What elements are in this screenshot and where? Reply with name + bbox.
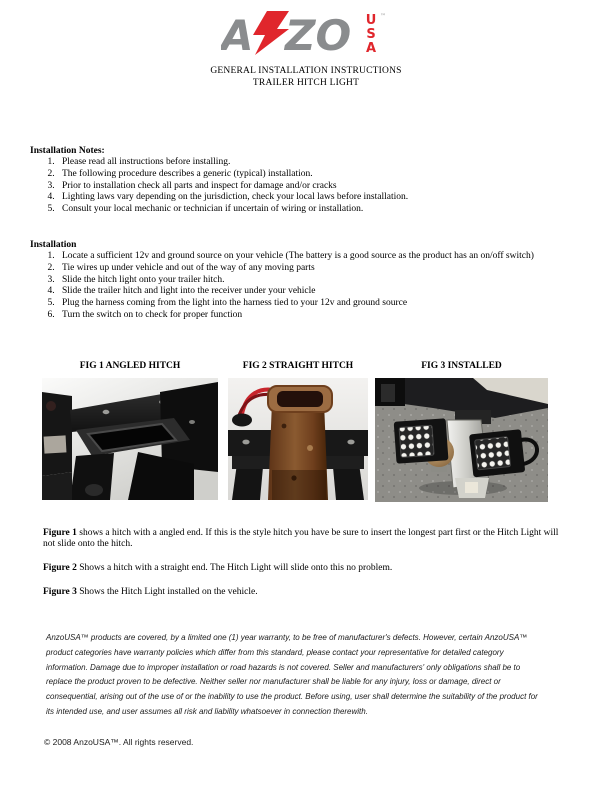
logo-usa-u: U (365, 13, 377, 28)
figure1-description (43, 528, 569, 552)
installation-heading: Installation (30, 240, 77, 250)
figure2-label: Figure 2 (43, 562, 77, 573)
installation-step: 3. Slide the hitch light onto your trailer hitch. (57, 275, 586, 287)
leg-hole (85, 484, 103, 496)
led-box-right (469, 429, 525, 477)
screw-icon (103, 410, 110, 414)
warranty-disclaimer: AnzoUSA™ products are covered, by a limited one (1) year warranty, to be free of manufacturer's defects. However, certain AnzoUSA™ product categories have warranty policies which differ from this standard, please contact your representative for detailed category information. Damage due to improper installation or road hazards is not covered. Seller and manufacturers' only obligations shall be to replace the product proven to be defective. Neither seller nor manufacturer shall be liable for any injury, loss or damage, direct or consequential, arising out of the use of or the inability to use the product. Before using, user shall determine the suitability of the product for its intended use, and user assumes all risk and liability whatsoever in connection therewith. (46, 633, 538, 716)
installation-step: 6. Turn the switch on to check for proper function (57, 310, 586, 322)
led-box-left (394, 418, 449, 464)
fig2-photo-straight-hitch (228, 378, 368, 500)
logo-letter-a: A (221, 11, 254, 57)
left-leg (42, 472, 72, 500)
fig1-photo-angled-hitch (42, 378, 218, 500)
installation-steps-list (30, 251, 586, 322)
anzo-usa-logo (0, 9, 612, 62)
figure3-label: Figure 3 (43, 586, 77, 597)
tube-opening (277, 391, 323, 407)
installation-notes-heading: Installation Notes: (30, 146, 105, 156)
installation-notes-section (30, 146, 586, 216)
fig2-caption: FIG 2 STRAIGHT HITCH (242, 361, 354, 371)
title-line-1: GENERAL INSTALLATION INSTRUCTIONS (210, 66, 402, 76)
bolt-icon (242, 440, 249, 445)
trademark-symbol: ™ (380, 13, 386, 20)
figure1-text: shows a hitch with a angled end. If this is the style hitch you have be sure to insert the longest part first or the Hitch Light will not slide onto the hitch. (43, 527, 559, 550)
copyright-line: © 2008 AnzoUSA™. All rights reserved. (44, 737, 194, 747)
title-line-2: TRAILER HITCH LIGHT (252, 78, 360, 88)
mount-sticker (465, 482, 478, 493)
figure3-description (43, 587, 569, 599)
tube-shadow (272, 470, 326, 500)
installation-section (30, 240, 586, 322)
bolt-icon (347, 440, 354, 445)
figure2-text: Shows a hitch with a straight end. The Hitch Light will slide onto this no problem. (76, 562, 393, 573)
rust-spot (307, 445, 313, 451)
note-item: 4. Lighting laws vary depending on the jurisdiction, check your local laws before installation. (57, 192, 586, 204)
logo-usa-a: A (365, 41, 377, 56)
wire-grommet (232, 414, 252, 427)
logo-letters-zo: ZO (285, 11, 352, 57)
figure1-label: Figure 1 (43, 527, 77, 538)
screw-icon (189, 420, 195, 424)
led-panel-right (475, 437, 511, 470)
fig3-photo-installed (375, 378, 548, 502)
label-patch (44, 435, 67, 453)
led-panel-left (399, 425, 434, 457)
note-item: 3. Prior to installation check all parts and inspect for damage and/or cracks (57, 181, 586, 193)
fig1-caption: FIG 1 ANGLED HITCH (79, 361, 181, 371)
installation-notes-list (30, 157, 586, 216)
installation-step: 5. Plug the harness coming from the light into the harness tied to your 12v and ground source (57, 298, 586, 310)
logo-usa-s: S (366, 27, 376, 42)
installation-step: 4. Slide the trailer hitch and light into the receiver under your vehicle (57, 286, 586, 298)
anzo-usa-logo-icon (221, 9, 391, 57)
left-knob (46, 401, 56, 411)
lightning-bolt-icon (253, 11, 289, 55)
figure3-text: Shows the Hitch Light installed on the vehicle. (76, 586, 258, 597)
note-item: 1. Please read all instructions before installing. (57, 157, 586, 169)
installation-step: 1. Locate a sufficient 12v and ground source on your vehicle (The battery is a good source as the product has an on/off switch) (57, 251, 586, 263)
note-item: 5. Consult your local mechanic or technician if uncertain of wiring or installation. (57, 204, 586, 216)
document-title (0, 65, 612, 89)
rust-spot (282, 424, 287, 429)
note-item: 2. The following procedure describes a generic (typical) installation. (57, 169, 586, 181)
fig3-caption: FIG 3 INSTALLED (421, 361, 502, 371)
figure2-description (43, 563, 569, 575)
installation-step: 2. Tie wires up under vehicle and out of the way of any moving parts (57, 263, 586, 275)
receiver-bracket (381, 384, 395, 402)
